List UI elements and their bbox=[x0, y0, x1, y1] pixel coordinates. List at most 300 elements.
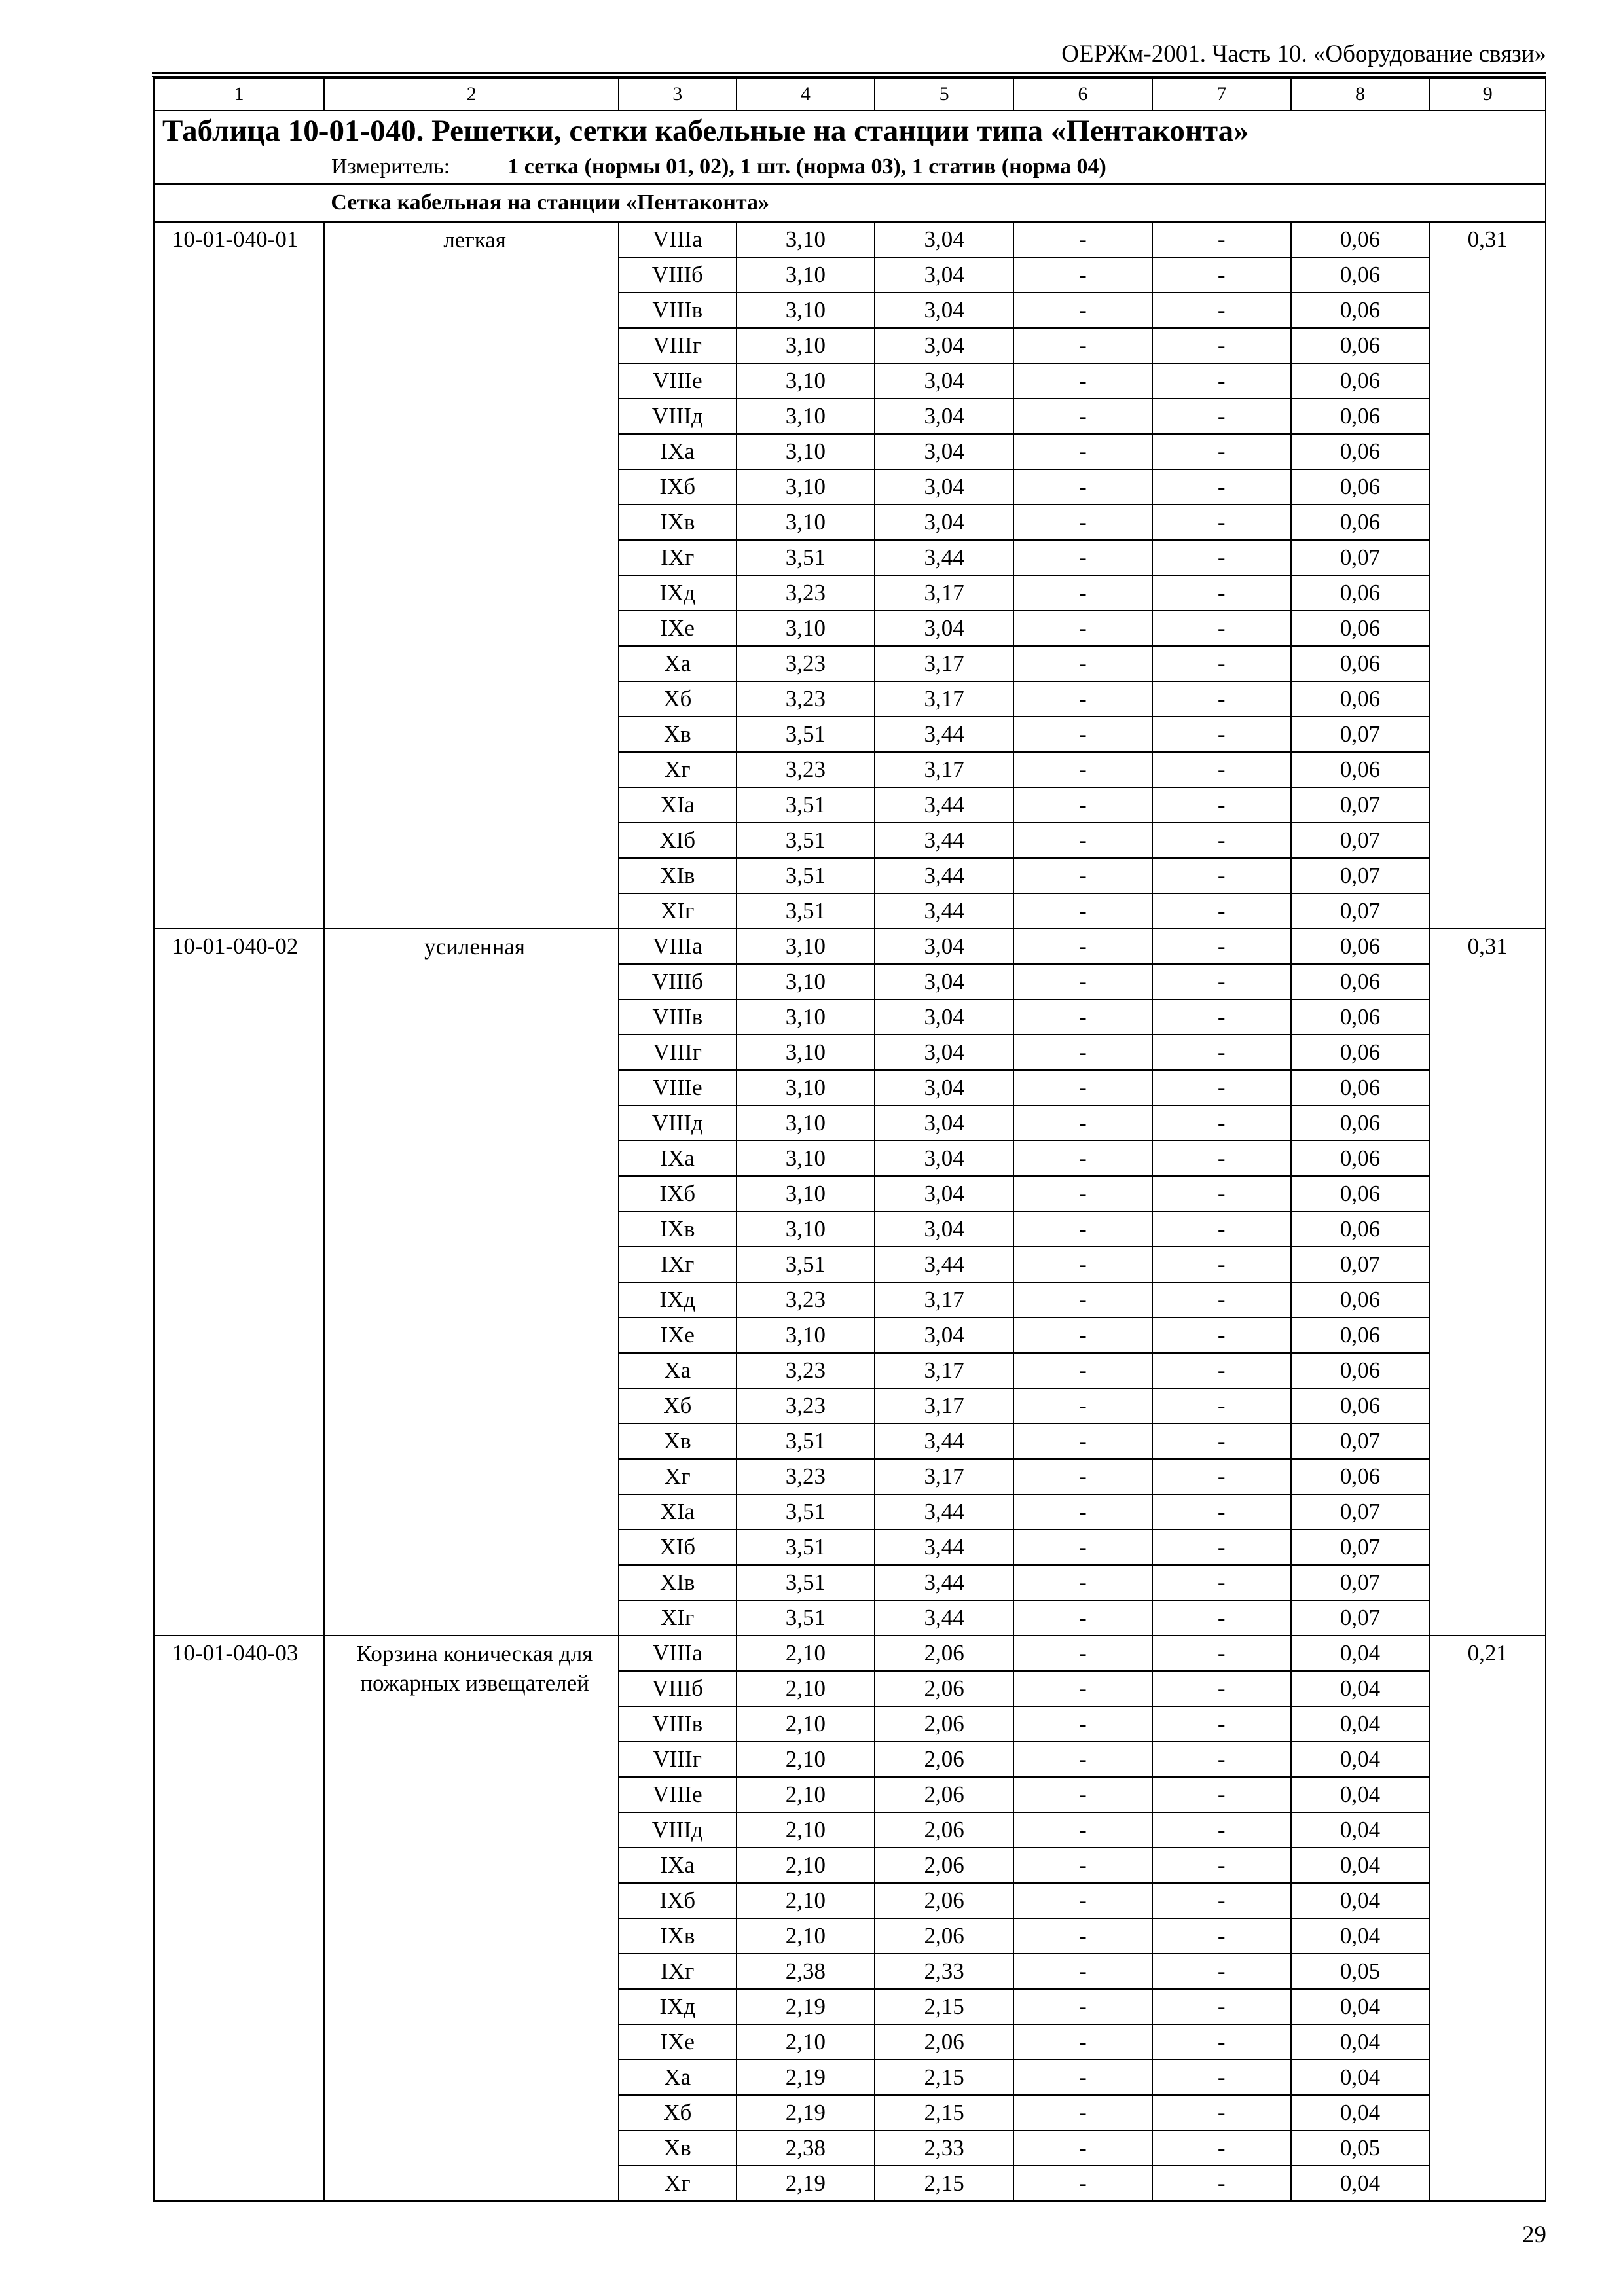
value-col6: - bbox=[1013, 823, 1152, 858]
value-col5: 3,17 bbox=[875, 1353, 1013, 1388]
value-col6: - bbox=[1013, 1353, 1152, 1388]
value-col7: - bbox=[1152, 1530, 1291, 1565]
value-col8: 0,04 bbox=[1291, 1742, 1430, 1777]
column-number: 3 bbox=[619, 78, 737, 111]
value-col5: 3,44 bbox=[875, 1600, 1013, 1636]
value-col8: 0,07 bbox=[1291, 823, 1430, 858]
value-col5: 3,04 bbox=[875, 1105, 1013, 1141]
value-col6: - bbox=[1013, 1494, 1152, 1530]
zone-cell: VIIIг bbox=[619, 1742, 737, 1777]
value-col8: 0,06 bbox=[1291, 434, 1430, 469]
value-col7: - bbox=[1152, 823, 1291, 858]
value-col4: 2,10 bbox=[737, 1848, 875, 1883]
zone-cell: Xг bbox=[619, 1459, 737, 1494]
value-col8: 0,06 bbox=[1291, 257, 1430, 293]
value-col5: 2,33 bbox=[875, 1954, 1013, 1989]
value-col4: 3,51 bbox=[737, 1600, 875, 1636]
value-col7: - bbox=[1152, 2095, 1291, 2130]
value-col4: 3,10 bbox=[737, 929, 875, 964]
value-col4: 3,23 bbox=[737, 681, 875, 717]
zone-cell: Xа bbox=[619, 1353, 737, 1388]
value-col5: 2,06 bbox=[875, 2024, 1013, 2060]
value-col4: 2,19 bbox=[737, 2095, 875, 2130]
value-col7: - bbox=[1152, 1388, 1291, 1424]
value-col7: - bbox=[1152, 1812, 1291, 1848]
value-col4: 3,10 bbox=[737, 469, 875, 505]
value-col7: - bbox=[1152, 1777, 1291, 1812]
value-col8: 0,04 bbox=[1291, 1848, 1430, 1883]
value-col7: - bbox=[1152, 611, 1291, 646]
zone-cell: IXг bbox=[619, 540, 737, 575]
value-col6: - bbox=[1013, 1671, 1152, 1706]
value-col7: - bbox=[1152, 1565, 1291, 1600]
value-col4: 2,10 bbox=[737, 1706, 875, 1742]
value-col4: 3,23 bbox=[737, 646, 875, 681]
value-col7: - bbox=[1152, 1848, 1291, 1883]
value-col8: 0,04 bbox=[1291, 1883, 1430, 1918]
zone-cell: IXв bbox=[619, 505, 737, 540]
value-col5: 2,06 bbox=[875, 1671, 1013, 1706]
value-col7: - bbox=[1152, 363, 1291, 399]
value-col5: 3,04 bbox=[875, 999, 1013, 1035]
value-col5: 3,04 bbox=[875, 1141, 1013, 1176]
zone-cell: XIв bbox=[619, 858, 737, 893]
value-col4: 2,10 bbox=[737, 1742, 875, 1777]
value-col8: 0,04 bbox=[1291, 2024, 1430, 2060]
value-col7: - bbox=[1152, 1954, 1291, 1989]
value-col8: 0,06 bbox=[1291, 399, 1430, 434]
zone-cell: IXе bbox=[619, 1318, 737, 1353]
zone-cell: VIIIе bbox=[619, 1070, 737, 1105]
value-col5: 2,06 bbox=[875, 1812, 1013, 1848]
value-col4: 3,10 bbox=[737, 222, 875, 257]
zone-cell: IXг bbox=[619, 1247, 737, 1282]
value-col7: - bbox=[1152, 929, 1291, 964]
value-col8: 0,06 bbox=[1291, 646, 1430, 681]
value-col7: - bbox=[1152, 2024, 1291, 2060]
value-col8: 0,06 bbox=[1291, 1035, 1430, 1070]
value-col8: 0,06 bbox=[1291, 1176, 1430, 1211]
zone-cell: IXа bbox=[619, 1141, 737, 1176]
value-col6: - bbox=[1013, 1388, 1152, 1424]
value-col7: - bbox=[1152, 505, 1291, 540]
value-col5: 3,44 bbox=[875, 787, 1013, 823]
value-col8: 0,06 bbox=[1291, 1211, 1430, 1247]
zone-cell: Xг bbox=[619, 2166, 737, 2201]
zone-cell: IXв bbox=[619, 1918, 737, 1954]
value-col6: - bbox=[1013, 1176, 1152, 1211]
zone-cell: Xб bbox=[619, 1388, 737, 1424]
value-col6: - bbox=[1013, 363, 1152, 399]
value-col6: - bbox=[1013, 1105, 1152, 1141]
value-col8: 0,07 bbox=[1291, 1247, 1430, 1282]
value-col4: 3,23 bbox=[737, 1388, 875, 1424]
zone-cell: XIб bbox=[619, 1530, 737, 1565]
value-col8: 0,07 bbox=[1291, 858, 1430, 893]
norm-code: 10-01-040-03 bbox=[154, 1636, 324, 2201]
value-col7: - bbox=[1152, 399, 1291, 434]
column-number: 9 bbox=[1429, 78, 1546, 111]
zone-cell: VIIIе bbox=[619, 363, 737, 399]
value-col6: - bbox=[1013, 2024, 1152, 2060]
value-col7: - bbox=[1152, 222, 1291, 257]
value-col8: 0,04 bbox=[1291, 1706, 1430, 1742]
value-col5: 3,04 bbox=[875, 293, 1013, 328]
running-header: ОЕРЖм-2001. Часть 10. «Оборудование связи» bbox=[1061, 41, 1546, 67]
zone-cell: Xб bbox=[619, 2095, 737, 2130]
value-col6: - bbox=[1013, 1282, 1152, 1318]
value-col4: 3,51 bbox=[737, 1530, 875, 1565]
zone-cell: IXа bbox=[619, 1848, 737, 1883]
value-col4: 3,10 bbox=[737, 1318, 875, 1353]
value-col7: - bbox=[1152, 434, 1291, 469]
table-row bbox=[154, 222, 1546, 257]
value-col4: 2,10 bbox=[737, 1671, 875, 1706]
measure-value: 1 сетка (нормы 01, 02), 1 шт. (норма 03), 1 статив (норма 04) bbox=[507, 154, 1106, 179]
zone-cell: IXа bbox=[619, 434, 737, 469]
zone-cell: VIIIа bbox=[619, 222, 737, 257]
value-col6: - bbox=[1013, 1070, 1152, 1105]
zone-cell: VIIIв bbox=[619, 293, 737, 328]
zone-cell: VIIIа bbox=[619, 929, 737, 964]
value-col4: 3,23 bbox=[737, 1353, 875, 1388]
value-col7: - bbox=[1152, 681, 1291, 717]
value-col5: 3,04 bbox=[875, 1176, 1013, 1211]
value-col5: 3,44 bbox=[875, 1530, 1013, 1565]
page-number: 29 bbox=[1522, 2221, 1546, 2248]
value-col7: - bbox=[1152, 1424, 1291, 1459]
value-col7: - bbox=[1152, 1989, 1291, 2024]
value-col7: - bbox=[1152, 1105, 1291, 1141]
value-col4: 3,10 bbox=[737, 505, 875, 540]
value-col4: 2,10 bbox=[737, 1918, 875, 1954]
table-body bbox=[154, 78, 1546, 2201]
value-col5: 2,33 bbox=[875, 2130, 1013, 2166]
value-col8: 0,06 bbox=[1291, 964, 1430, 999]
zone-cell: VIIIв bbox=[619, 999, 737, 1035]
value-col4: 3,23 bbox=[737, 1282, 875, 1318]
value-col6: - bbox=[1013, 2166, 1152, 2201]
value-col4: 3,10 bbox=[737, 399, 875, 434]
value-col6: - bbox=[1013, 575, 1152, 611]
value-col8: 0,06 bbox=[1291, 929, 1430, 964]
column-number: 5 bbox=[875, 78, 1013, 111]
value-col6: - bbox=[1013, 1989, 1152, 2024]
value-col4: 2,10 bbox=[737, 1812, 875, 1848]
value-col4: 3,10 bbox=[737, 1105, 875, 1141]
value-col6: - bbox=[1013, 505, 1152, 540]
value-col8: 0,07 bbox=[1291, 787, 1430, 823]
value-col4: 3,10 bbox=[737, 1176, 875, 1211]
value-col5: 3,17 bbox=[875, 575, 1013, 611]
value-col7: - bbox=[1152, 469, 1291, 505]
value-col4: 2,10 bbox=[737, 1883, 875, 1918]
value-col6: - bbox=[1013, 1530, 1152, 1565]
value-col8: 0,06 bbox=[1291, 999, 1430, 1035]
value-col5: 2,06 bbox=[875, 1636, 1013, 1671]
value-col5: 2,06 bbox=[875, 1883, 1013, 1918]
value-col4: 2,10 bbox=[737, 1777, 875, 1812]
value-col6: - bbox=[1013, 681, 1152, 717]
zone-cell: VIIIб bbox=[619, 1671, 737, 1706]
value-col7: - bbox=[1152, 328, 1291, 363]
value-col5: 3,04 bbox=[875, 505, 1013, 540]
value-col7: - bbox=[1152, 1742, 1291, 1777]
value-col8: 0,04 bbox=[1291, 2095, 1430, 2130]
value-col8: 0,05 bbox=[1291, 1954, 1430, 1989]
column-number: 1 bbox=[154, 78, 324, 111]
norm-total: 0,31 bbox=[1429, 222, 1546, 929]
value-col4: 3,10 bbox=[737, 363, 875, 399]
value-col7: - bbox=[1152, 752, 1291, 787]
value-col8: 0,06 bbox=[1291, 363, 1430, 399]
value-col6: - bbox=[1013, 257, 1152, 293]
subheading-row bbox=[154, 184, 1546, 222]
value-col6: - bbox=[1013, 1706, 1152, 1742]
norms-table bbox=[153, 77, 1546, 2202]
value-col8: 0,07 bbox=[1291, 540, 1430, 575]
value-col5: 2,15 bbox=[875, 2060, 1013, 2095]
value-col4: 3,10 bbox=[737, 1035, 875, 1070]
value-col8: 0,07 bbox=[1291, 893, 1430, 929]
value-col8: 0,06 bbox=[1291, 1141, 1430, 1176]
value-col6: - bbox=[1013, 999, 1152, 1035]
value-col5: 3,04 bbox=[875, 1211, 1013, 1247]
value-col4: 2,10 bbox=[737, 1636, 875, 1671]
value-col8: 0,04 bbox=[1291, 2166, 1430, 2201]
value-col6: - bbox=[1013, 2060, 1152, 2095]
value-col6: - bbox=[1013, 293, 1152, 328]
value-col7: - bbox=[1152, 1211, 1291, 1247]
value-col6: - bbox=[1013, 1141, 1152, 1176]
value-col8: 0,06 bbox=[1291, 222, 1430, 257]
zone-cell: IXв bbox=[619, 1211, 737, 1247]
norm-name: легкая bbox=[324, 222, 619, 929]
value-col4: 2,19 bbox=[737, 2166, 875, 2201]
value-col7: - bbox=[1152, 1070, 1291, 1105]
value-col4: 3,10 bbox=[737, 434, 875, 469]
zone-cell: IXг bbox=[619, 1954, 737, 1989]
value-col7: - bbox=[1152, 2130, 1291, 2166]
value-col5: 3,04 bbox=[875, 399, 1013, 434]
zone-cell: VIIIа bbox=[619, 1636, 737, 1671]
value-col6: - bbox=[1013, 222, 1152, 257]
value-col8: 0,06 bbox=[1291, 469, 1430, 505]
value-col5: 3,17 bbox=[875, 646, 1013, 681]
value-col6: - bbox=[1013, 752, 1152, 787]
zone-cell: Xв bbox=[619, 1424, 737, 1459]
value-col5: 3,04 bbox=[875, 222, 1013, 257]
value-col8: 0,06 bbox=[1291, 752, 1430, 787]
column-number: 6 bbox=[1013, 78, 1152, 111]
zone-cell: Xа bbox=[619, 646, 737, 681]
zone-cell: Xг bbox=[619, 752, 737, 787]
value-col5: 3,04 bbox=[875, 434, 1013, 469]
value-col4: 3,51 bbox=[737, 787, 875, 823]
value-col5: 2,15 bbox=[875, 2166, 1013, 2201]
zone-cell: XIб bbox=[619, 823, 737, 858]
value-col6: - bbox=[1013, 858, 1152, 893]
value-col7: - bbox=[1152, 1494, 1291, 1530]
column-numbers-row bbox=[154, 78, 1546, 111]
value-col4: 2,19 bbox=[737, 2060, 875, 2095]
value-col7: - bbox=[1152, 1883, 1291, 1918]
value-col6: - bbox=[1013, 1918, 1152, 1954]
measure-label: Измеритель: bbox=[331, 154, 450, 179]
subheading: Сетка кабельная на станции «Пентаконта» bbox=[324, 184, 1152, 222]
value-col7: - bbox=[1152, 2166, 1291, 2201]
zone-cell: IXб bbox=[619, 1883, 737, 1918]
zone-cell: XIг bbox=[619, 893, 737, 929]
zone-cell: IXб bbox=[619, 469, 737, 505]
column-number: 4 bbox=[737, 78, 875, 111]
value-col5: 3,04 bbox=[875, 328, 1013, 363]
value-col6: - bbox=[1013, 1954, 1152, 1989]
value-col6: - bbox=[1013, 540, 1152, 575]
value-col5: 2,15 bbox=[875, 1989, 1013, 2024]
value-col6: - bbox=[1013, 1742, 1152, 1777]
value-col6: - bbox=[1013, 1883, 1152, 1918]
value-col8: 0,05 bbox=[1291, 2130, 1430, 2166]
zone-cell: XIа bbox=[619, 787, 737, 823]
value-col8: 0,04 bbox=[1291, 1918, 1430, 1954]
value-col4: 3,10 bbox=[737, 1141, 875, 1176]
zone-cell: VIIIг bbox=[619, 1035, 737, 1070]
value-col4: 3,10 bbox=[737, 964, 875, 999]
value-col7: - bbox=[1152, 257, 1291, 293]
value-col4: 2,38 bbox=[737, 2130, 875, 2166]
value-col6: - bbox=[1013, 1035, 1152, 1070]
value-col8: 0,07 bbox=[1291, 1600, 1430, 1636]
value-col6: - bbox=[1013, 929, 1152, 964]
zone-cell: VIIIд bbox=[619, 399, 737, 434]
zone-cell: IXд bbox=[619, 1989, 737, 2024]
value-col8: 0,06 bbox=[1291, 328, 1430, 363]
value-col5: 3,17 bbox=[875, 752, 1013, 787]
value-col5: 3,04 bbox=[875, 1035, 1013, 1070]
value-col5: 3,17 bbox=[875, 1388, 1013, 1424]
value-col7: - bbox=[1152, 1671, 1291, 1706]
column-number: 7 bbox=[1152, 78, 1291, 111]
value-col8: 0,06 bbox=[1291, 1353, 1430, 1388]
value-col7: - bbox=[1152, 540, 1291, 575]
value-col4: 3,23 bbox=[737, 1459, 875, 1494]
value-col8: 0,04 bbox=[1291, 1636, 1430, 1671]
value-col4: 3,51 bbox=[737, 717, 875, 752]
value-col4: 3,51 bbox=[737, 858, 875, 893]
zone-cell: Xб bbox=[619, 681, 737, 717]
value-col6: - bbox=[1013, 2130, 1152, 2166]
zone-cell: VIIIе bbox=[619, 1777, 737, 1812]
value-col4: 3,10 bbox=[737, 1070, 875, 1105]
value-col4: 3,23 bbox=[737, 752, 875, 787]
value-col8: 0,04 bbox=[1291, 2060, 1430, 2095]
value-col8: 0,04 bbox=[1291, 1777, 1430, 1812]
value-col6: - bbox=[1013, 1600, 1152, 1636]
value-col6: - bbox=[1013, 2095, 1152, 2130]
value-col4: 3,51 bbox=[737, 1494, 875, 1530]
table-row bbox=[154, 929, 1546, 964]
value-col6: - bbox=[1013, 1812, 1152, 1848]
value-col5: 3,04 bbox=[875, 469, 1013, 505]
zone-cell: VIIIд bbox=[619, 1812, 737, 1848]
value-col8: 0,06 bbox=[1291, 575, 1430, 611]
value-col5: 3,44 bbox=[875, 858, 1013, 893]
value-col6: - bbox=[1013, 1636, 1152, 1671]
value-col8: 0,06 bbox=[1291, 681, 1430, 717]
value-col4: 3,51 bbox=[737, 823, 875, 858]
value-col8: 0,06 bbox=[1291, 1105, 1430, 1141]
value-col5: 2,15 bbox=[875, 2095, 1013, 2130]
value-col8: 0,06 bbox=[1291, 1070, 1430, 1105]
value-col7: - bbox=[1152, 1636, 1291, 1671]
column-number: 2 bbox=[324, 78, 619, 111]
value-col7: - bbox=[1152, 1318, 1291, 1353]
value-col6: - bbox=[1013, 964, 1152, 999]
value-col8: 0,07 bbox=[1291, 1530, 1430, 1565]
value-col4: 2,19 bbox=[737, 1989, 875, 2024]
value-col7: - bbox=[1152, 893, 1291, 929]
value-col6: - bbox=[1013, 469, 1152, 505]
zone-cell: XIв bbox=[619, 1565, 737, 1600]
value-col6: - bbox=[1013, 399, 1152, 434]
value-col5: 3,44 bbox=[875, 717, 1013, 752]
zone-cell: XIа bbox=[619, 1494, 737, 1530]
value-col5: 3,44 bbox=[875, 823, 1013, 858]
norm-code: 10-01-040-01 bbox=[154, 222, 324, 929]
value-col6: - bbox=[1013, 611, 1152, 646]
header-rule-thick bbox=[152, 72, 1546, 74]
zone-cell: Xв bbox=[619, 2130, 737, 2166]
value-col8: 0,06 bbox=[1291, 505, 1430, 540]
value-col4: 3,10 bbox=[737, 1211, 875, 1247]
value-col5: 3,44 bbox=[875, 893, 1013, 929]
value-col6: - bbox=[1013, 1247, 1152, 1282]
value-col7: - bbox=[1152, 1141, 1291, 1176]
value-col7: - bbox=[1152, 1353, 1291, 1388]
value-col4: 3,10 bbox=[737, 999, 875, 1035]
value-col6: - bbox=[1013, 1777, 1152, 1812]
norm-total: 0,21 bbox=[1429, 1636, 1546, 2201]
zone-cell: IXд bbox=[619, 575, 737, 611]
zone-cell: IXе bbox=[619, 2024, 737, 2060]
value-col4: 3,51 bbox=[737, 1247, 875, 1282]
value-col5: 3,04 bbox=[875, 257, 1013, 293]
value-col7: - bbox=[1152, 787, 1291, 823]
value-col4: 2,38 bbox=[737, 1954, 875, 1989]
value-col5: 3,04 bbox=[875, 1070, 1013, 1105]
value-col5: 3,04 bbox=[875, 611, 1013, 646]
zone-cell: IXб bbox=[619, 1176, 737, 1211]
measure-cell bbox=[154, 151, 1546, 184]
table-row bbox=[154, 1636, 1546, 1671]
value-col4: 3,10 bbox=[737, 293, 875, 328]
value-col8: 0,04 bbox=[1291, 1671, 1430, 1706]
value-col4: 3,51 bbox=[737, 1565, 875, 1600]
value-col4: 3,23 bbox=[737, 575, 875, 611]
value-col5: 3,44 bbox=[875, 1247, 1013, 1282]
zone-cell: VIIIб bbox=[619, 257, 737, 293]
value-col4: 3,51 bbox=[737, 540, 875, 575]
value-col8: 0,07 bbox=[1291, 717, 1430, 752]
value-col8: 0,07 bbox=[1291, 1565, 1430, 1600]
norm-total: 0,31 bbox=[1429, 929, 1546, 1636]
table-title: Таблица 10-01-040. Решетки, сетки кабельные на станции типа «Пентаконта» bbox=[154, 111, 1546, 151]
value-col5: 2,06 bbox=[875, 1848, 1013, 1883]
value-col7: - bbox=[1152, 858, 1291, 893]
value-col8: 0,04 bbox=[1291, 1989, 1430, 2024]
zone-cell: Xа bbox=[619, 2060, 737, 2095]
